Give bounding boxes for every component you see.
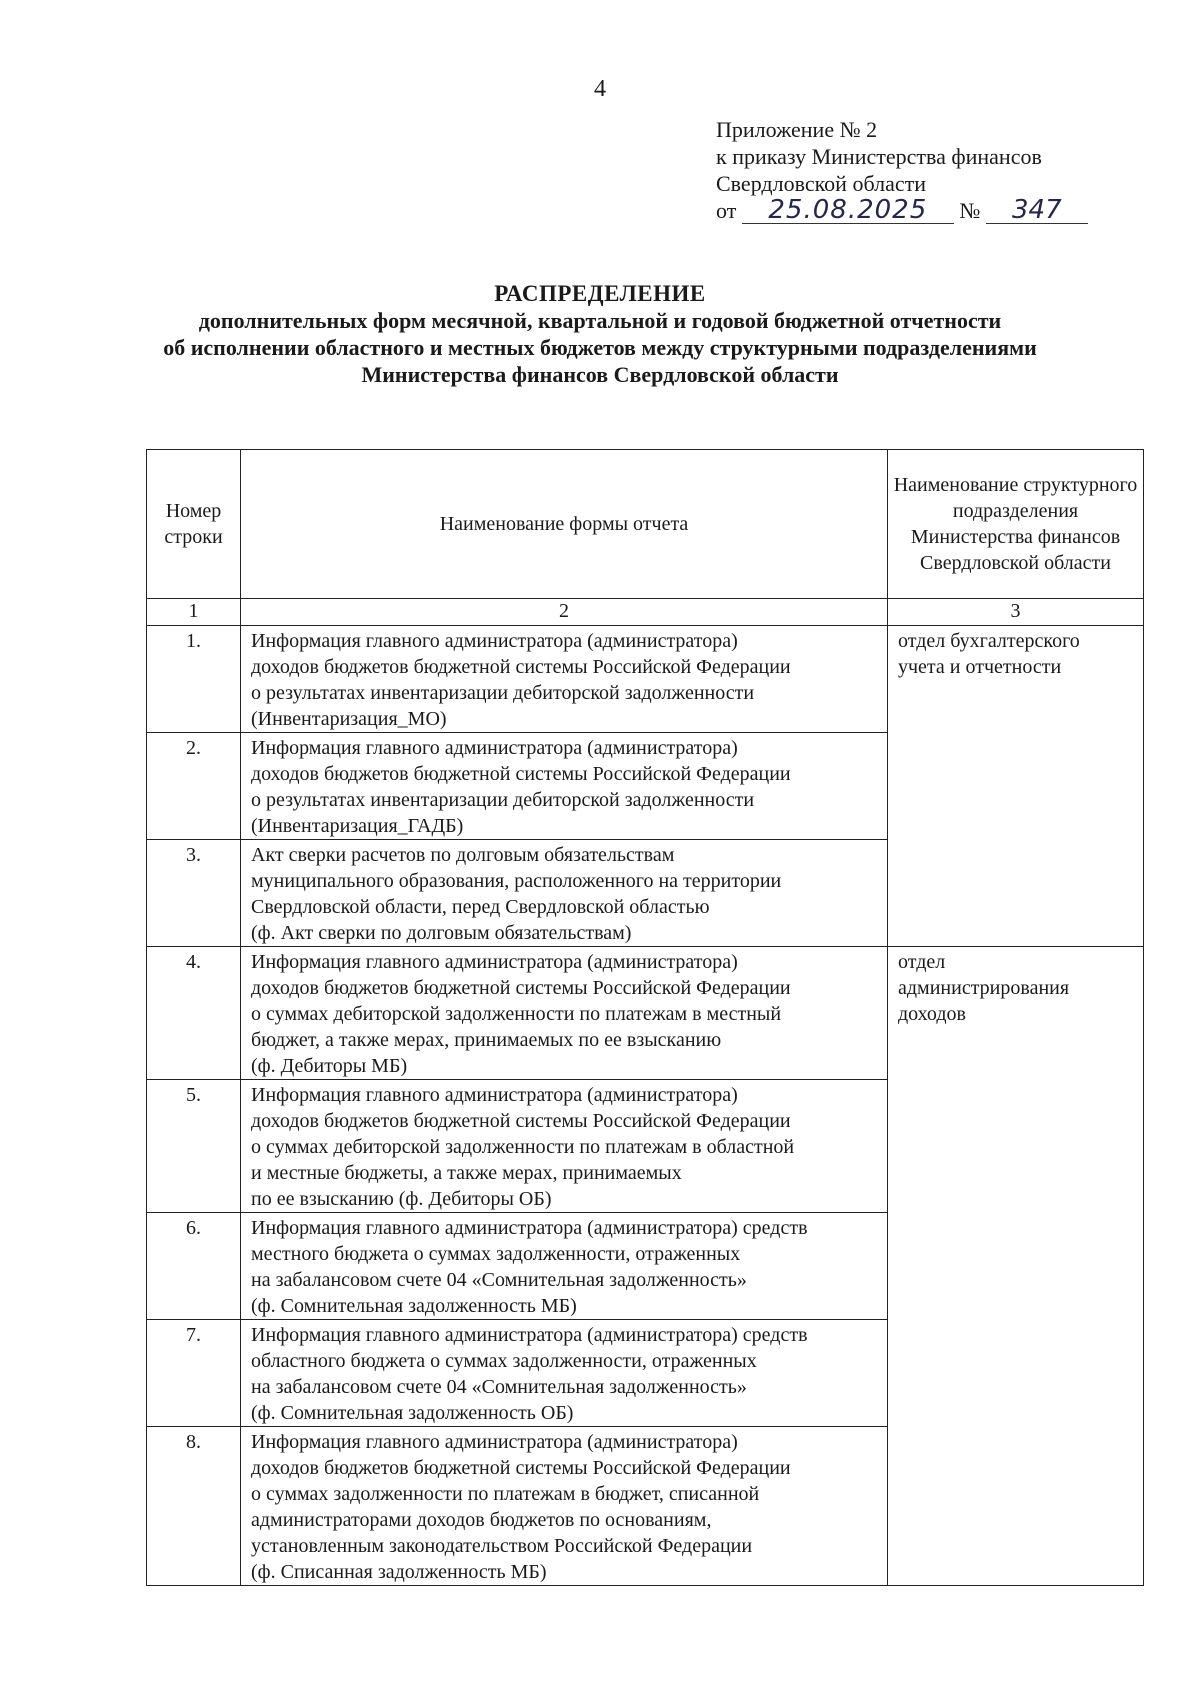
form-name: Информация главного администратора (администратора) доходов бюджетов бюджетной системы Российской Федерации о суммах дебиторской задолженности по платежам в областной и местные бюджеты, а также мерах, принимаемых по ее взысканию (ф. Дебиторы ОБ) [241,1080,888,1213]
document-title [0,280,1200,388]
number-prefix: № [959,198,981,223]
table-header-row [147,450,1144,599]
form-name: Информация главного администратора (администратора) доходов бюджетов бюджетной системы Российской Федерации о суммах дебиторской задолженности по платежам в местный бюджет, а также мерах, принимаемых по ее взысканию (ф. Дебиторы МБ) [241,947,888,1080]
form-name: Информация главного администратора (администратора) доходов бюджетов бюджетной системы Российской Федерации о результатах инвентаризации дебиторской задолженности (Инвентаризация_МО) [241,626,888,733]
appendix-date-line [716,197,1088,224]
appendix-line-1: Приложение № 2 [716,117,878,142]
appendix-line-3: Свердловской области [716,171,926,196]
header-row-number: Номер строки [147,450,241,599]
column-number: 2 [241,599,888,626]
form-name: Акт сверки расчетов по долговым обязательствам муниципального образования, расположенного на территории Свердловской области, перед Свердловской областью (ф. Акт сверки по долговым обязательствам) [241,840,888,947]
title-line-4: Министерства финансов Свердловской области [361,362,839,387]
department-cell: отдел администрирования доходов [888,947,1144,1586]
row-number: 5. [147,1080,241,1213]
column-number: 1 [147,599,241,626]
distribution-table [146,449,1144,1586]
row-number: 3. [147,840,241,947]
appendix-block [716,116,1088,224]
row-number: 4. [147,947,241,1080]
handwritten-date: 25.08.2025 [742,197,954,224]
row-number: 8. [147,1427,241,1586]
column-number: 3 [888,599,1144,626]
row-number: 6. [147,1213,241,1320]
header-department: Наименование структурного подразделения Министерства финансов Свердловской области [888,450,1144,599]
title-main: РАСПРЕДЕЛЕНИЕ [494,281,706,306]
row-number: 2. [147,733,241,840]
department-cell: отдел бухгалтерского учета и отчетности [888,626,1144,947]
date-prefix: от [716,198,737,223]
header-form-name: Наименование формы отчета [241,450,888,599]
form-name: Информация главного администратора (администратора) доходов бюджетов бюджетной системы Российской Федерации о результатах инвентаризации дебиторской задолженности (Инвентаризация_ГАДБ) [241,733,888,840]
title-line-2: дополнительных форм месячной, квартальной и годовой бюджетной отчетности [198,308,1002,333]
title-line-3: об исполнении областного и местных бюджетов между структурными подразделениями [163,335,1037,360]
form-name: Информация главного администратора (администратора) доходов бюджетов бюджетной системы Российской Федерации о суммах задолженности по платежам в бюджет, списанной администраторами доходов бюджетов по основаниям, установленным законодательством Российской Федерации (ф. Списанная задолженность МБ) [241,1427,888,1586]
form-name: Информация главного администратора (администратора) средств местного бюджета о суммах задолженности, отраженных на забалансовом счете 04 «Сомнительная задолженность» (ф. Сомнительная задолженность МБ) [241,1213,888,1320]
table-row [147,626,1144,733]
form-name: Информация главного администратора (администратора) средств областного бюджета о суммах задолженности, отраженных на забалансовом счете 04 «Сомнительная задолженность» (ф. Сомнительная задолженность ОБ) [241,1320,888,1427]
row-number: 1. [147,626,241,733]
handwritten-number: 347 [986,197,1088,224]
row-number: 7. [147,1320,241,1427]
appendix-line-2: к приказу Министерства финансов [716,144,1042,169]
column-number-row [147,599,1144,626]
page-number: 4 [594,76,606,102]
table-row [147,947,1144,1080]
